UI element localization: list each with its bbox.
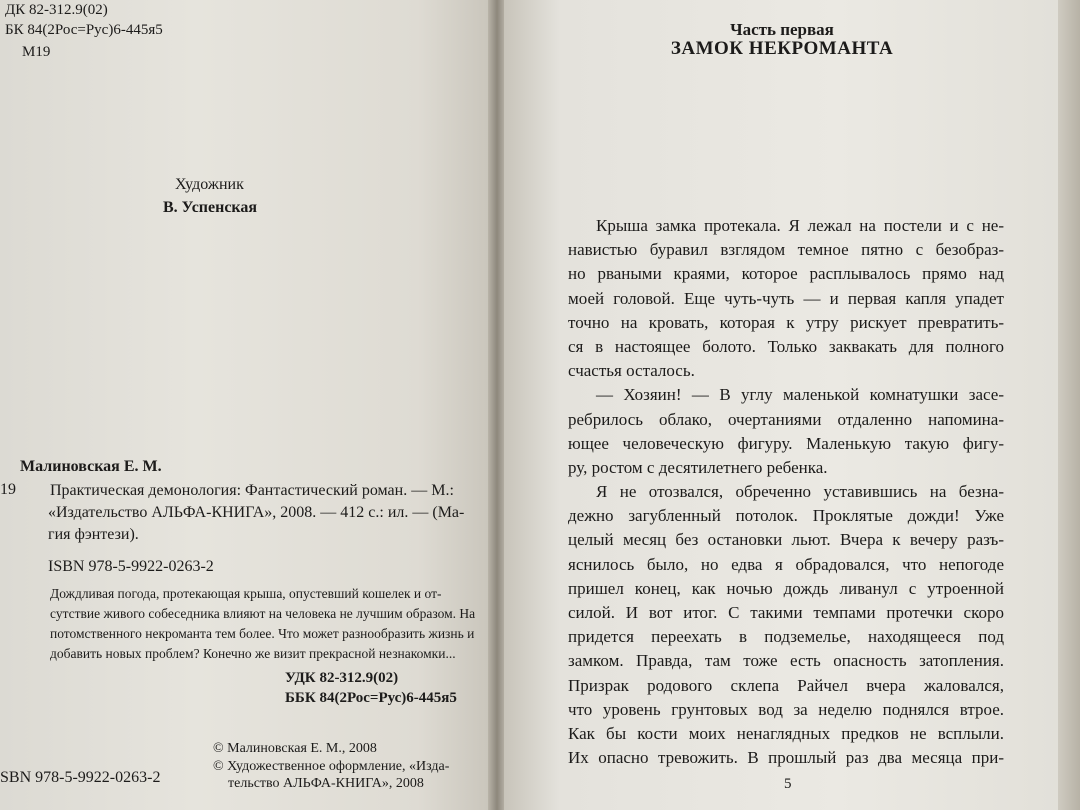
artist-name: В. Успенская bbox=[163, 199, 258, 216]
bibliography-line: гия фэнтези). bbox=[48, 526, 139, 543]
left-page bbox=[0, 0, 492, 810]
body-line: ру, ростом с десятилетнего ребенка. bbox=[568, 457, 828, 477]
catalog-code-udk: ДК 82-312.9(02) bbox=[5, 2, 108, 18]
body-line: пришел конец, как ночью дождь ливанул с утроенной bbox=[568, 578, 1004, 598]
annotation-line: потомственного некроманта тем более. Что может разнообразить жизнь и bbox=[50, 626, 475, 641]
body-line: навистью буравил взглядом темное пятно с безобраз- bbox=[568, 240, 1004, 260]
right-page bbox=[504, 0, 1060, 810]
isbn-bottom: SBN 978-5-9922-0263-2 bbox=[0, 769, 161, 786]
body-line: но рваными краями, которое расплывалось прямо над bbox=[568, 264, 1004, 284]
copyright-line: тельство АЛЬФА-КНИГА», 2008 bbox=[228, 776, 424, 791]
body-line: целый месяц без остановки льют. Вчера к вечеру разъ- bbox=[568, 530, 1004, 550]
body-line: Призрак родового склепа Райчел вчера жаловался, bbox=[568, 675, 1004, 695]
body-line: Крыша замка протекала. Я лежал на постели и с не- bbox=[596, 216, 1004, 235]
body-line: Как бы кости моих ненаглядных предков не всплыли. bbox=[568, 723, 1004, 743]
body-line: силой. И вот итог. С такими темпами протечки скоро bbox=[568, 603, 1004, 622]
body-line: счастья осталось. bbox=[568, 361, 695, 381]
page-number: 5 bbox=[784, 776, 792, 792]
body-line: придется переехать в подземелье, находящееся под bbox=[568, 627, 1004, 647]
body-text bbox=[568, 214, 1004, 770]
author-name: Малиновская Е. М. bbox=[20, 458, 162, 475]
body-line: ся в настоящее болото. Только заквакать для полного bbox=[568, 336, 1004, 356]
bibliography-line: «Издательство АЛЬФА-КНИГА», 2008. — 412 с.: ил. — (Ма- bbox=[48, 504, 465, 521]
catalog-code-author-mark: М19 bbox=[22, 44, 51, 60]
artist-role: Художник bbox=[175, 176, 244, 193]
annotation-line: сутствие живого собеседника влияют на человека не лучшим образом. На bbox=[50, 606, 476, 621]
annotation-line: Дождливая погода, протекающая крыша, опустевший кошелек и от- bbox=[50, 586, 442, 601]
catalog-code-bbk: БК 84(2Рос=Рус)6-445я5 bbox=[5, 22, 163, 38]
body-line: ющее человеческую фигуру. Маленькую такую фигу- bbox=[568, 433, 1004, 453]
copyright-line: © Художественное оформление, «Изда- bbox=[213, 759, 450, 774]
body-line: Я не отозвался, обреченно уставившись на безна- bbox=[596, 482, 1004, 502]
body-line: моей головой. Еще чуть-чуть — и первая капля упадет bbox=[568, 288, 1004, 308]
catalog-code-bbk-bottom: ББК 84(2Рос=Рус)6-445я5 bbox=[285, 690, 457, 706]
isbn: ISBN 978-5-9922-0263-2 bbox=[48, 558, 214, 575]
part-title: ЗАМОК НЕКРОМАНТА bbox=[670, 38, 894, 59]
bibliography-line: Практическая демонология: Фантастический роман. — М.: bbox=[50, 482, 454, 499]
body-line: — Хозяин! — В углу маленькой комнатушки засе- bbox=[596, 385, 1004, 405]
body-line: замком. Правда, там тоже есть опасность затопления. bbox=[568, 651, 1004, 671]
body-line: Их опасно тревожить. В прошлый раз два месяца при- bbox=[568, 748, 1004, 768]
body-line: точно на кровать, которая к утру рискует превратить- bbox=[568, 312, 1004, 332]
catalog-code-udk-bottom: УДК 82-312.9(02) bbox=[285, 670, 399, 686]
annotation-line: добавить новых проблем? Конечно же визит прекрасной незнакомки... bbox=[50, 646, 456, 661]
body-line: ребрилось облако, очертаниями отдаленно напомина- bbox=[568, 409, 1004, 429]
author-mark: 19 bbox=[0, 481, 16, 498]
body-line: что уровень грунтовых вод за неделю поднялся втрое. bbox=[568, 699, 1004, 719]
body-line: дежно загубленный потолок. Проклятые дожди! Уже bbox=[568, 506, 1004, 526]
body-line: яснилось было, но едва я обрадовался, что непогоде bbox=[568, 554, 1004, 574]
page-stack-edge bbox=[1058, 0, 1080, 810]
part-label: Часть первая bbox=[730, 20, 834, 39]
copyright-line: © Малиновская Е. М., 2008 bbox=[213, 741, 377, 756]
